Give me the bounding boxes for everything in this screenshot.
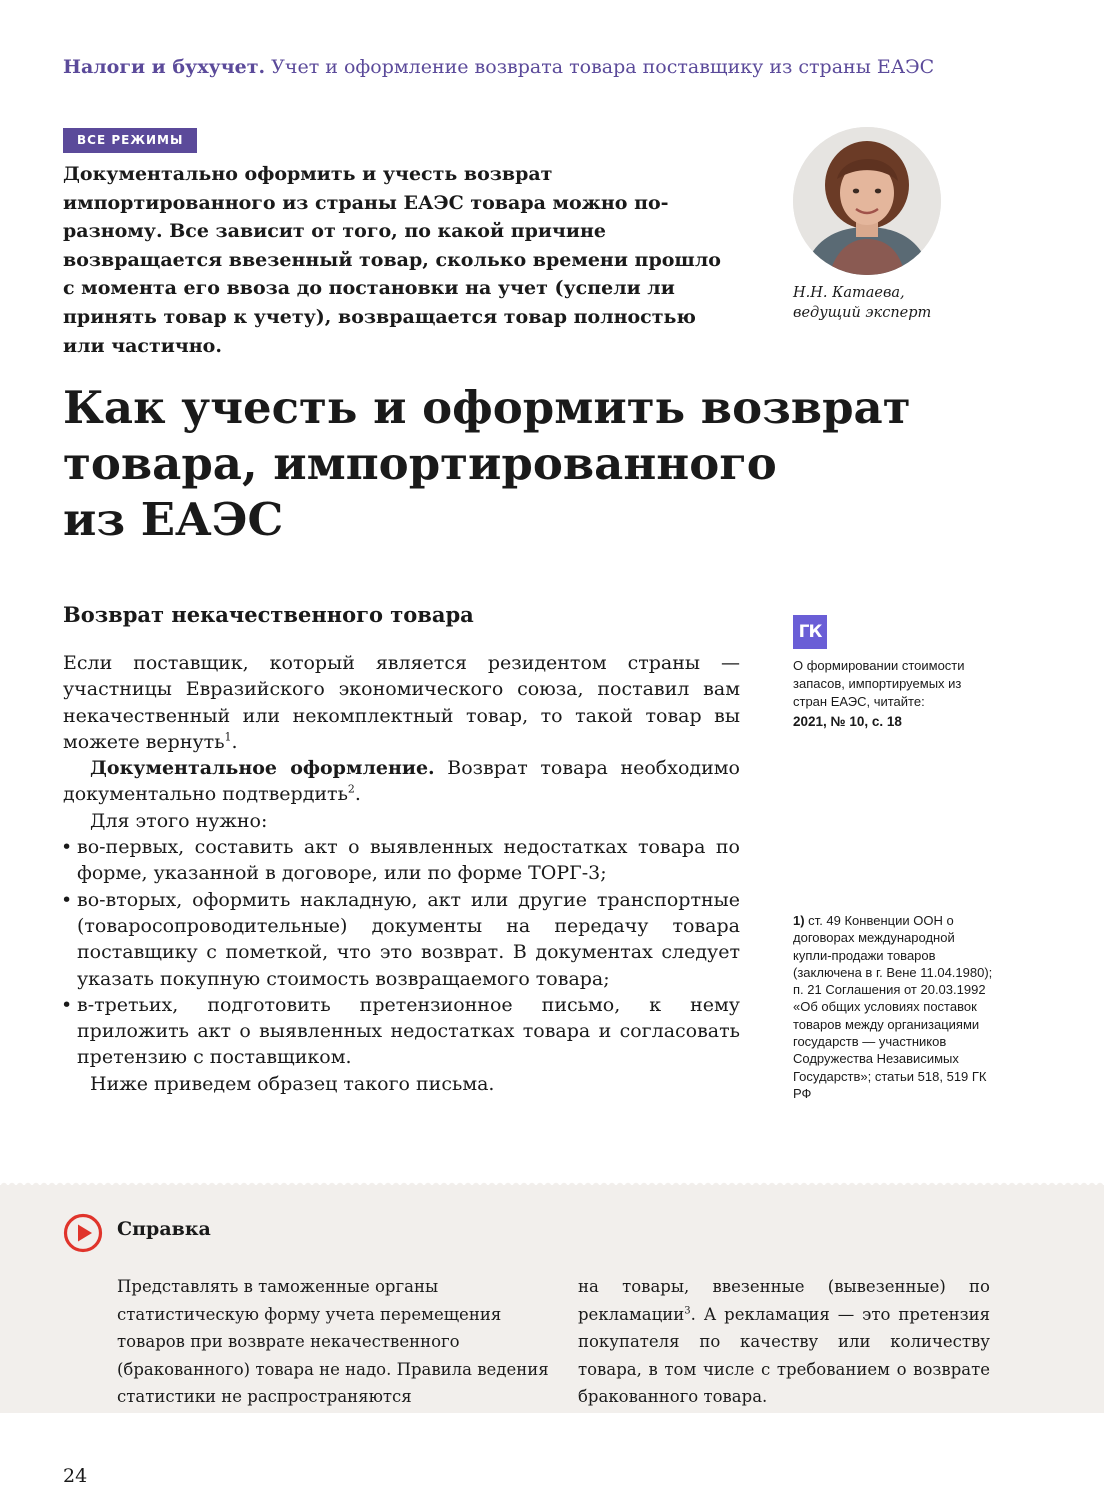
- author-role: ведущий эксперт: [793, 305, 932, 321]
- margin-note-reference[interactable]: 2021, № 10, с. 18: [793, 714, 902, 729]
- margin-note-text: О формировании стоимости запасов, импортируемых из стран ЕАЭС, читайте:: [793, 658, 965, 709]
- section-heading: Возврат некачественного товара: [63, 602, 474, 627]
- list-item: • в-третьих, подготовить претензионное письмо, к нему приложить акт о выявленных недостатках товара и согласовать претензию с поставщиком.: [63, 992, 740, 1071]
- margin-note: [793, 657, 993, 731]
- list-item: • во-первых, составить акт о выявленных недостатках товара по форме, указанной в договоре, или по форме ТОРГ-3;: [63, 834, 740, 887]
- title-line-3: из ЕАЭС: [63, 493, 284, 546]
- sidebar-wavy-edge: [0, 1180, 1104, 1188]
- body-paragraph-2: Документальное оформление. Возврат товара необходимо документально подтвердить$^2$.: [63, 757, 740, 806]
- footnote-text: ст. 49 Конвенции ООН о договорах международной купли-продажи товаров (заключена в г. Вене 11.04.1980); п. 21 Соглашения от 20.03.1992 «Об общих условиях поставок товаров между организациями государств — участников Содружества Независимых Государств»; статьи 518, 519 ГК РФ: [793, 913, 993, 1101]
- lead-paragraph: Документально оформить и учесть возврат импортированного из страны ЕАЭС товара можно по-разному. Все зависит от того, по какой причине возвращается ввезенный товар, сколько времени прошло с момента его ввоза до постановки на учет (успели ли принять товар к учету), возвращается товар полностью или частично.: [63, 163, 721, 357]
- footnote-ref-1[interactable]: 1: [224, 730, 232, 744]
- footnote-ref-3[interactable]: 3: [684, 1305, 691, 1316]
- gk-logo: ГК: [793, 615, 827, 649]
- play-icon: [63, 1213, 103, 1253]
- running-header: [63, 56, 1043, 78]
- body-paragraph-3: Для этого нужно:: [90, 809, 268, 832]
- list-item: • во-вторых, оформить накладную, акт или другие транспортные (товаросопроводительные) документы на передачу товара поставщику с пометкой, что это возврат. В документах следует указать покупную стоимость возвращаемого товара;: [63, 887, 740, 992]
- body-paragraph-4: Ниже приведем образец такого письма.: [90, 1072, 495, 1095]
- footnote-ref-2[interactable]: 2: [347, 783, 355, 797]
- header-topic: Учет и оформление возврата товара поставщику из страны ЕАЭС: [271, 56, 935, 78]
- title-line-2: товара, импортированного: [63, 437, 777, 490]
- article-title: [63, 380, 1023, 548]
- author-caption: [793, 283, 993, 323]
- article-body: [63, 650, 740, 1097]
- sidebar-title: Справка: [117, 1218, 211, 1240]
- sidebar-column-1: Представлять в таможенные органы статистическую форму учета перемещения товаров при возврате некачественного (бракованного) товара не надо. Правила ведения статистики не распространяются: [117, 1277, 549, 1406]
- body-paragraph-1: Если поставщик, который является резидентом страны — участницы Евразийского экономического союза, поставил вам некачественный или некомплектный товар, то такой товар вы можете вернуть$^1$.: [63, 652, 740, 753]
- sidebar-column-2: на товары, ввезенные (вывезенные) по рекламации$^3$. А рекламация — это претензия покупателя по качеству или количеству товара, в том числе с требованием о возврате бракованного товара.: [578, 1277, 990, 1406]
- author-photo: [793, 127, 941, 275]
- footnote-1: [793, 912, 993, 1102]
- footnote-number: 1): [793, 913, 805, 928]
- header-section: Налоги и бухучет.: [63, 56, 266, 78]
- page-number: 24: [63, 1465, 88, 1487]
- title-line-1: Как учесть и оформить возврат: [63, 381, 911, 434]
- regime-badge: ВСЕ РЕЖИМЫ: [63, 128, 197, 153]
- steps-list: [63, 834, 740, 1071]
- author-name: Н.Н. Катаева,: [793, 285, 905, 301]
